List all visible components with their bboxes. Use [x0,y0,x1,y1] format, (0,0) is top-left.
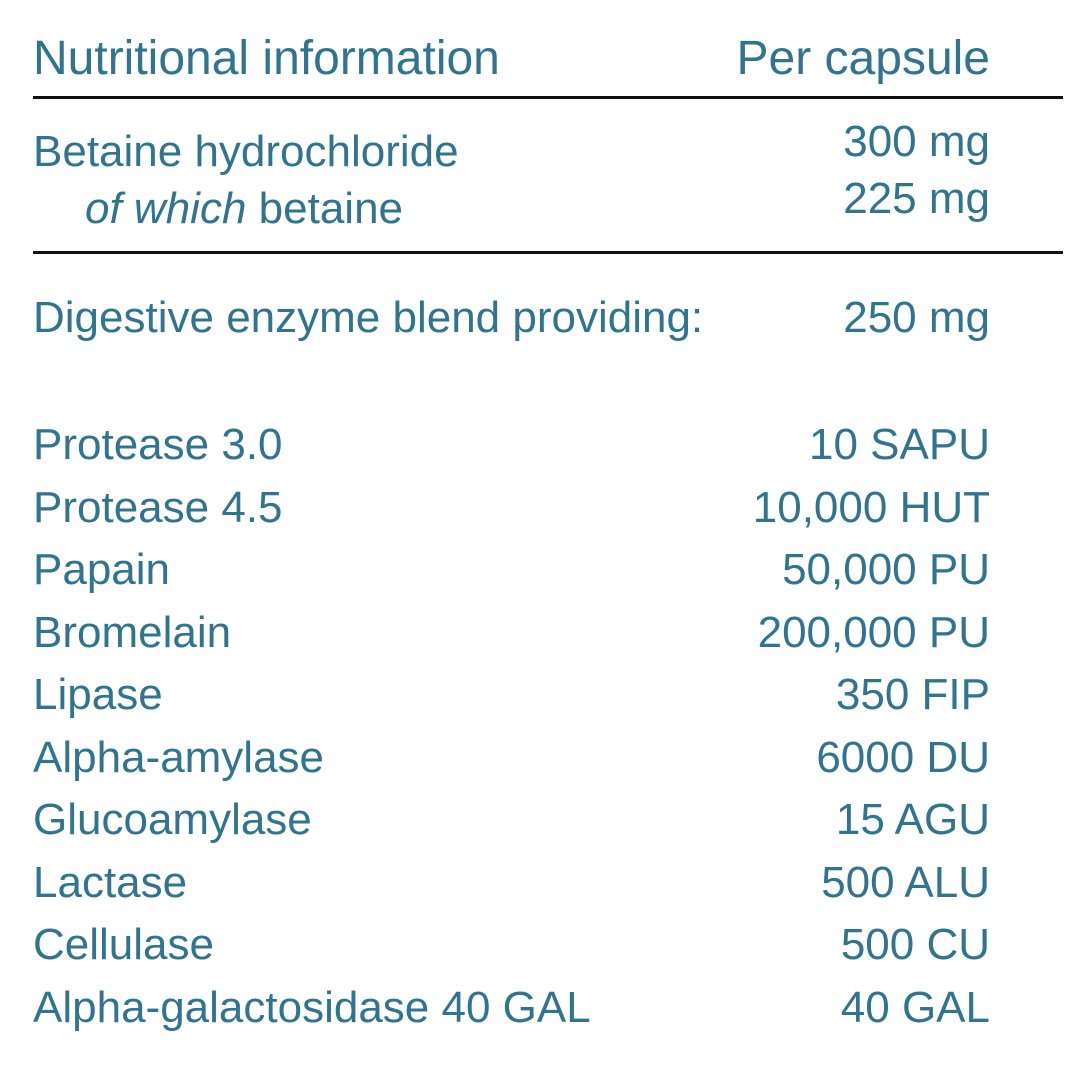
nutrient-value: 15 AGU [835,795,990,844]
table-row [33,914,990,977]
divider-line-middle [33,251,1063,254]
nutrient-value: 350 FIP [835,670,990,719]
table-row [33,789,990,852]
panel-content [33,28,1063,90]
nutrient-value: 10,000 HUT [752,482,990,532]
nutrient-label-italic-part: of which [85,184,247,233]
nutrient-value: 500 CU [840,920,990,969]
table-title: Nutritional information [33,32,500,85]
nutrient-value: 40 GAL [840,982,990,1032]
blend-intro-label: Digestive enzyme blend providing: [33,293,704,342]
nutrient-value: 225 mg [843,174,990,223]
nutrient-label: Alpha-galactosidase 40 GAL [33,982,591,1032]
table-row [33,602,990,665]
nutrient-label-regular-part: betaine [258,184,404,233]
nutrient-label: Protease 3.0 [33,420,283,469]
nutrient-label: Lactase [33,857,188,907]
nutrient-label [33,180,403,237]
enzyme-rows [33,414,990,1039]
nutrient-label: Bromelain [33,607,232,657]
table-row [33,727,990,790]
table-row [33,174,990,237]
table-row [33,664,990,727]
table-row [33,477,990,540]
enzyme-section [33,289,1063,1039]
table-header-row [33,28,990,90]
nutrient-value: 6000 DU [816,732,990,782]
nutrient-value: 300 mg [843,117,990,166]
table-row [33,852,990,915]
nutrient-value: 50,000 PU [782,545,990,594]
table-row [33,539,990,602]
nutrient-label: Lipase [33,670,163,719]
per-capsule-column-header: Per capsule [736,32,990,85]
betaine-section [33,117,1063,237]
nutrient-label: Cellulase [33,920,214,969]
nutrient-value: 10 SAPU [809,420,990,469]
nutrient-label: Protease 4.5 [33,482,283,532]
table-row [33,414,990,477]
nutrient-label: Alpha-amylase [33,732,325,782]
nutrient-value: 200,000 PU [757,607,990,657]
nutrient-value: 500 ALU [821,857,990,907]
nutrient-label: Glucoamylase [33,795,312,844]
table-row [33,977,990,1040]
nutrient-label: Betaine hydrochloride [33,127,459,176]
nutrient-label: Papain [33,545,171,594]
divider-line-top [33,96,1063,99]
blend-intro-value: 250 mg [843,293,990,342]
blend-intro-row [33,289,990,347]
